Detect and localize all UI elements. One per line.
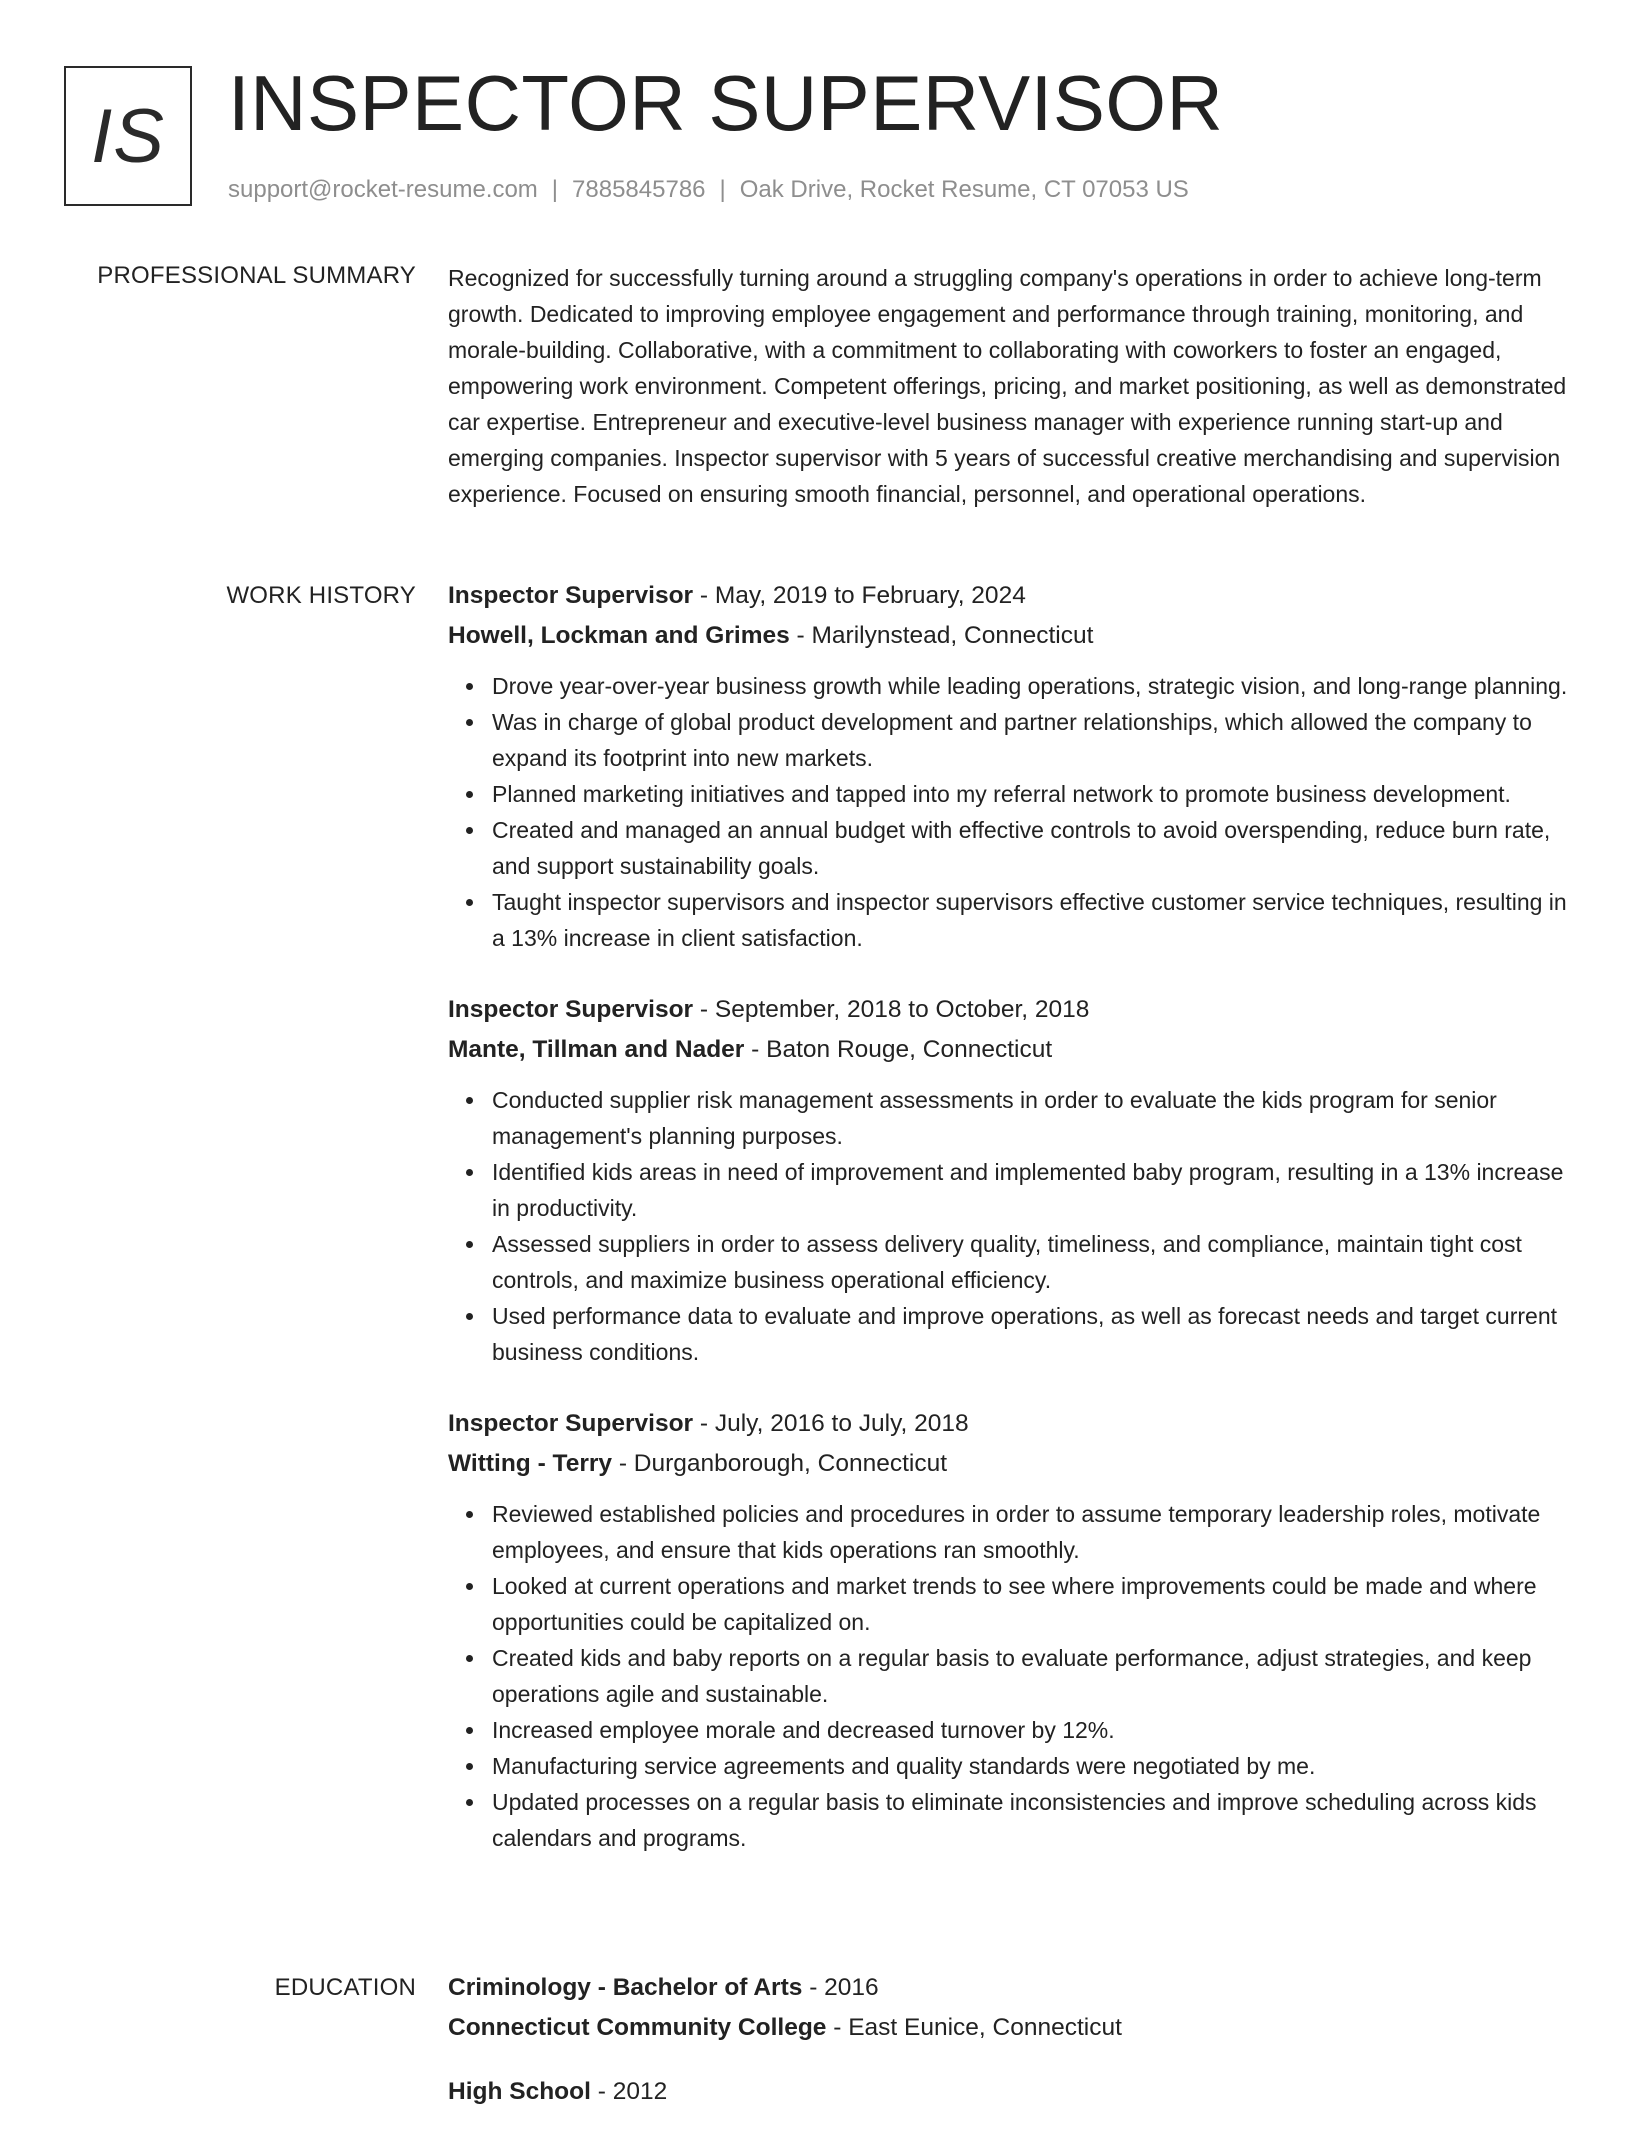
job-dates: - May, 2019 to February, 2024 xyxy=(693,582,1026,609)
job-entry xyxy=(448,990,1572,1370)
contact-line xyxy=(228,174,1189,206)
education-body xyxy=(448,1968,1572,2136)
job-bullet: Created and managed an annual budget with effective controls to avoid overspending, reduce burn rate, and support sustainability goals. xyxy=(492,812,1572,884)
job-bullet: Looked at current operations and market trends to see where improvements could be made and where opportunities could be capitalized on. xyxy=(492,1568,1572,1640)
job-entry xyxy=(448,576,1572,956)
job-bullet: Drove year-over-year business growth while leading operations, strategic vision, and long-range planning. xyxy=(492,668,1572,704)
job-company: Mante, Tillman and Nader xyxy=(448,1036,745,1063)
work-history-body xyxy=(448,576,1572,1890)
job-title: Inspector Supervisor xyxy=(448,582,694,609)
education-degree: High School xyxy=(448,2078,591,2105)
contact-phone: 7885845786 xyxy=(572,176,706,203)
job-entry xyxy=(448,1404,1572,1856)
education-entry xyxy=(448,2072,1572,2112)
job-bullet: Conducted supplier risk management assessments in order to evaluate the kids program for senior management's planning purposes. xyxy=(492,1082,1572,1154)
candidate-name: INSPECTOR SUPERVISOR xyxy=(228,59,1224,147)
job-company-line xyxy=(448,616,1572,656)
job-bullets xyxy=(448,1082,1572,1370)
contact-email: support@rocket-resume.com xyxy=(228,176,538,203)
education-school: Connecticut Community College xyxy=(448,2014,827,2041)
monogram-logo: IS xyxy=(64,66,192,206)
job-bullet: Identified kids areas in need of improvement and implemented baby program, resulting in a 13% increase in productivity. xyxy=(492,1154,1572,1226)
job-location: - Durganborough, Connecticut xyxy=(612,1450,948,1477)
job-bullet: Updated processes on a regular basis to eliminate inconsistencies and improve scheduling across kids calendars and programs. xyxy=(492,1784,1572,1856)
job-company-line xyxy=(448,1030,1572,1070)
contact-separator: | xyxy=(719,176,726,203)
job-location: - Baton Rouge, Connecticut xyxy=(744,1036,1053,1063)
education-year: - 2016 xyxy=(802,1974,879,2001)
education-entry xyxy=(448,1968,1572,2048)
summary-body xyxy=(448,260,1572,512)
job-bullet: Was in charge of global product development and partner relationships, which allowed the company to expand its footprint into new markets. xyxy=(492,704,1572,776)
job-title: Inspector Supervisor xyxy=(448,996,694,1023)
education-heading: EDUCATION xyxy=(274,1974,416,2001)
job-title-line xyxy=(448,1404,1572,1444)
education-degree: Criminology - Bachelor of Arts xyxy=(448,1974,803,2001)
job-bullet: Taught inspector supervisors and inspector supervisors effective customer service techniques, resulting in a 13% increase in client satisfaction. xyxy=(492,884,1572,956)
summary-text: Recognized for successfully turning around a struggling company's operations in order to achieve long-term growth. Dedicated to improving employee engagement and performance through training, monitoring, and morale-building. Collaborative, with a commitment to collaborating with coworkers to foster an engaged, empowering work environment. Competent offerings, pricing, and market positioning, as well as demonstrated car expertise. Entrepreneur and executive-level business manager with experience running start-up and emerging companies. Inspector supervisor with 5 years of successful creative merchandising and supervision experience. Focused on ensuring smooth financial, personnel, and operational operations. xyxy=(448,265,1567,507)
job-company: Howell, Lockman and Grimes xyxy=(448,622,790,649)
job-bullet: Increased employee morale and decreased turnover by 12%. xyxy=(492,1712,1572,1748)
job-bullet: Reviewed established policies and procedures in order to assume temporary leadership roles, motivate employees, and ensure that kids operations ran smoothly. xyxy=(492,1496,1572,1568)
job-company-line xyxy=(448,1444,1572,1484)
education-year: - 2012 xyxy=(590,2078,668,2105)
job-bullets xyxy=(448,1496,1572,1856)
job-dates: - July, 2016 to July, 2018 xyxy=(693,1410,969,1437)
work-history-heading: WORK HISTORY xyxy=(226,582,416,609)
job-bullet: Used performance data to evaluate and improve operations, as well as forecast needs and target current business conditions. xyxy=(492,1298,1572,1370)
job-title-line xyxy=(448,576,1572,616)
contact-address: Oak Drive, Rocket Resume, CT 07053 US xyxy=(739,176,1189,203)
summary-heading: PROFESSIONAL SUMMARY xyxy=(97,262,416,289)
job-location: - Marilynstead, Connecticut xyxy=(789,622,1094,649)
education-school-line xyxy=(448,2008,1572,2048)
job-bullets xyxy=(448,668,1572,956)
job-company: Witting - Terry xyxy=(448,1450,613,1477)
education-degree-line xyxy=(448,2072,1572,2112)
job-title: Inspector Supervisor xyxy=(448,1410,694,1437)
job-bullet: Manufacturing service agreements and quality standards were negotiated by me. xyxy=(492,1748,1572,1784)
job-bullet: Created kids and baby reports on a regular basis to evaluate performance, adjust strategies, and keep operations agile and sustainable. xyxy=(492,1640,1572,1712)
job-title-line xyxy=(448,990,1572,1030)
education-degree-line xyxy=(448,1968,1572,2008)
job-bullet: Planned marketing initiatives and tapped into my referral network to promote business development. xyxy=(492,776,1572,812)
contact-separator: | xyxy=(551,176,559,203)
job-bullet: Assessed suppliers in order to assess delivery quality, timeliness, and compliance, maintain tight cost controls, and maximize business operational efficiency. xyxy=(492,1226,1572,1298)
job-dates: - September, 2018 to October, 2018 xyxy=(693,996,1090,1023)
education-location: - East Eunice, Connecticut xyxy=(826,2014,1122,2041)
